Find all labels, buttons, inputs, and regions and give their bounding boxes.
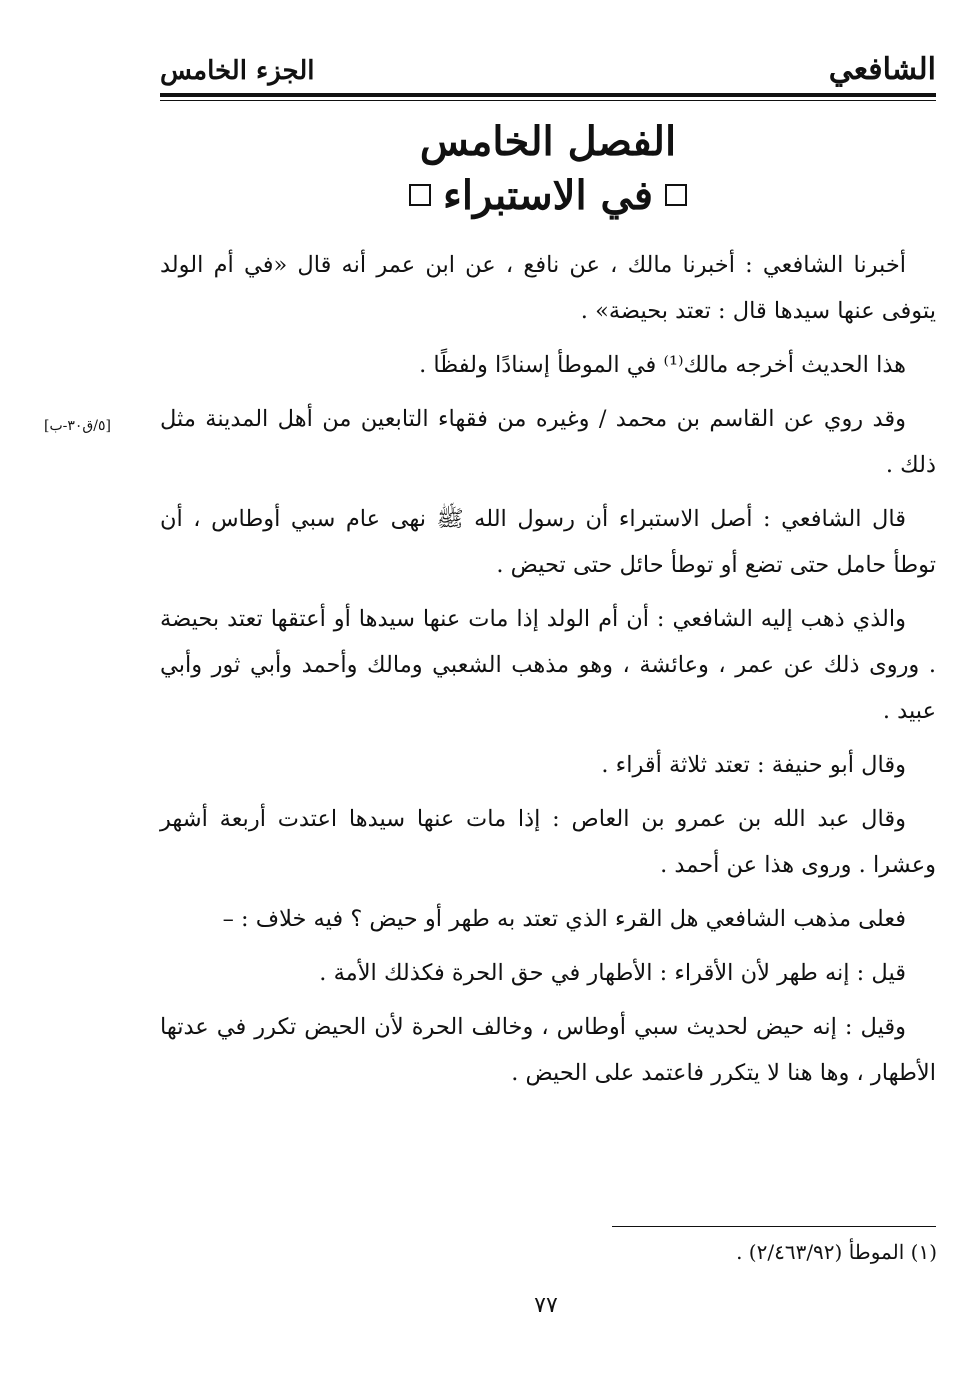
chapter-title: الفصل الخامس (419, 118, 677, 165)
paragraph: قال الشافعي : أصل الاستبراء أن رسول الله ﷺ نهى عام سبي أوطاس ، أن توطأ حامل حتى تضع أو توطأ حائل حتى تحيض . (160, 506, 936, 578)
footnote-rule (612, 1226, 936, 1227)
paragraph: أخبرنا الشافعي : أخبرنا مالك ، عن نافع ، عن ابن عمر أنه قال «في أم الولد يتوفى عنها سيدها قال : تعتد بحيضة» . (160, 252, 936, 324)
header-volume: الجزء الخامس (160, 56, 315, 86)
header-rule-thick (160, 93, 936, 97)
page-number: ٧٧ (534, 1293, 558, 1318)
paragraph: وقد روي عن القاسم بن محمد / وغيره من فقهاء التابعين من أهل المدينة مثل ذلك . (160, 406, 936, 478)
paragraph: والذي ذهب إليه الشافعي : أن أم الولد إذا مات عنها سيدها أو أعتقها تعتد بحيضة . وروى ذلك عن عمر ، وعائشة ، وهو مذهب الشعبي ومالك وأحمد وأبي ثور وأبي عبيد . (160, 606, 936, 724)
paragraph: قيل : إنه طهر لأن الأقراء : الأطهار في حق الحرة فكذلك الأمة . (319, 960, 906, 986)
paragraph: وقال عبد الله بن عمرو بن العاص : إذا مات عنها سيدها اعتدت أربعة أشهر وعشرا . وروى هذا عن أحمد . (160, 806, 936, 878)
square-ornament-icon (409, 184, 431, 206)
paragraph: وقيل : إنه حيض لحديث سبي أوطاس ، وخالف الحرة لأن الحيض تكرر في عدتها الأطهار ، وها هنا لا يتكرر فاعتمد على الحيض . (160, 1014, 936, 1086)
paragraph: هذا الحديث أخرجه مالك⁽¹⁾ في الموطأ إسنادًا ولفظًا . (419, 352, 906, 378)
footnote: (١) الموطأ (٢/٤٦٣/٩٢) . (736, 1240, 937, 1264)
running-header (160, 44, 936, 92)
square-ornament-icon (665, 184, 687, 206)
main-text (160, 242, 936, 1104)
manuscript-folio-reference: [٥/ق٣٠-ب] (44, 418, 112, 434)
chapter-subtitle: في الاستبراء (443, 172, 653, 219)
paragraph: وقال أبو حنيفة : تعتد ثلاثة أقراء . (601, 752, 906, 778)
header-author: الشافعي (828, 52, 936, 87)
paragraph: فعلى مذهب الشافعي هل القرء الذي تعتد به طهر أو حيض ؟ فيه خلاف : – (222, 906, 906, 932)
chapter-subtitle-row (160, 172, 936, 219)
header-rule-thin (160, 100, 936, 101)
